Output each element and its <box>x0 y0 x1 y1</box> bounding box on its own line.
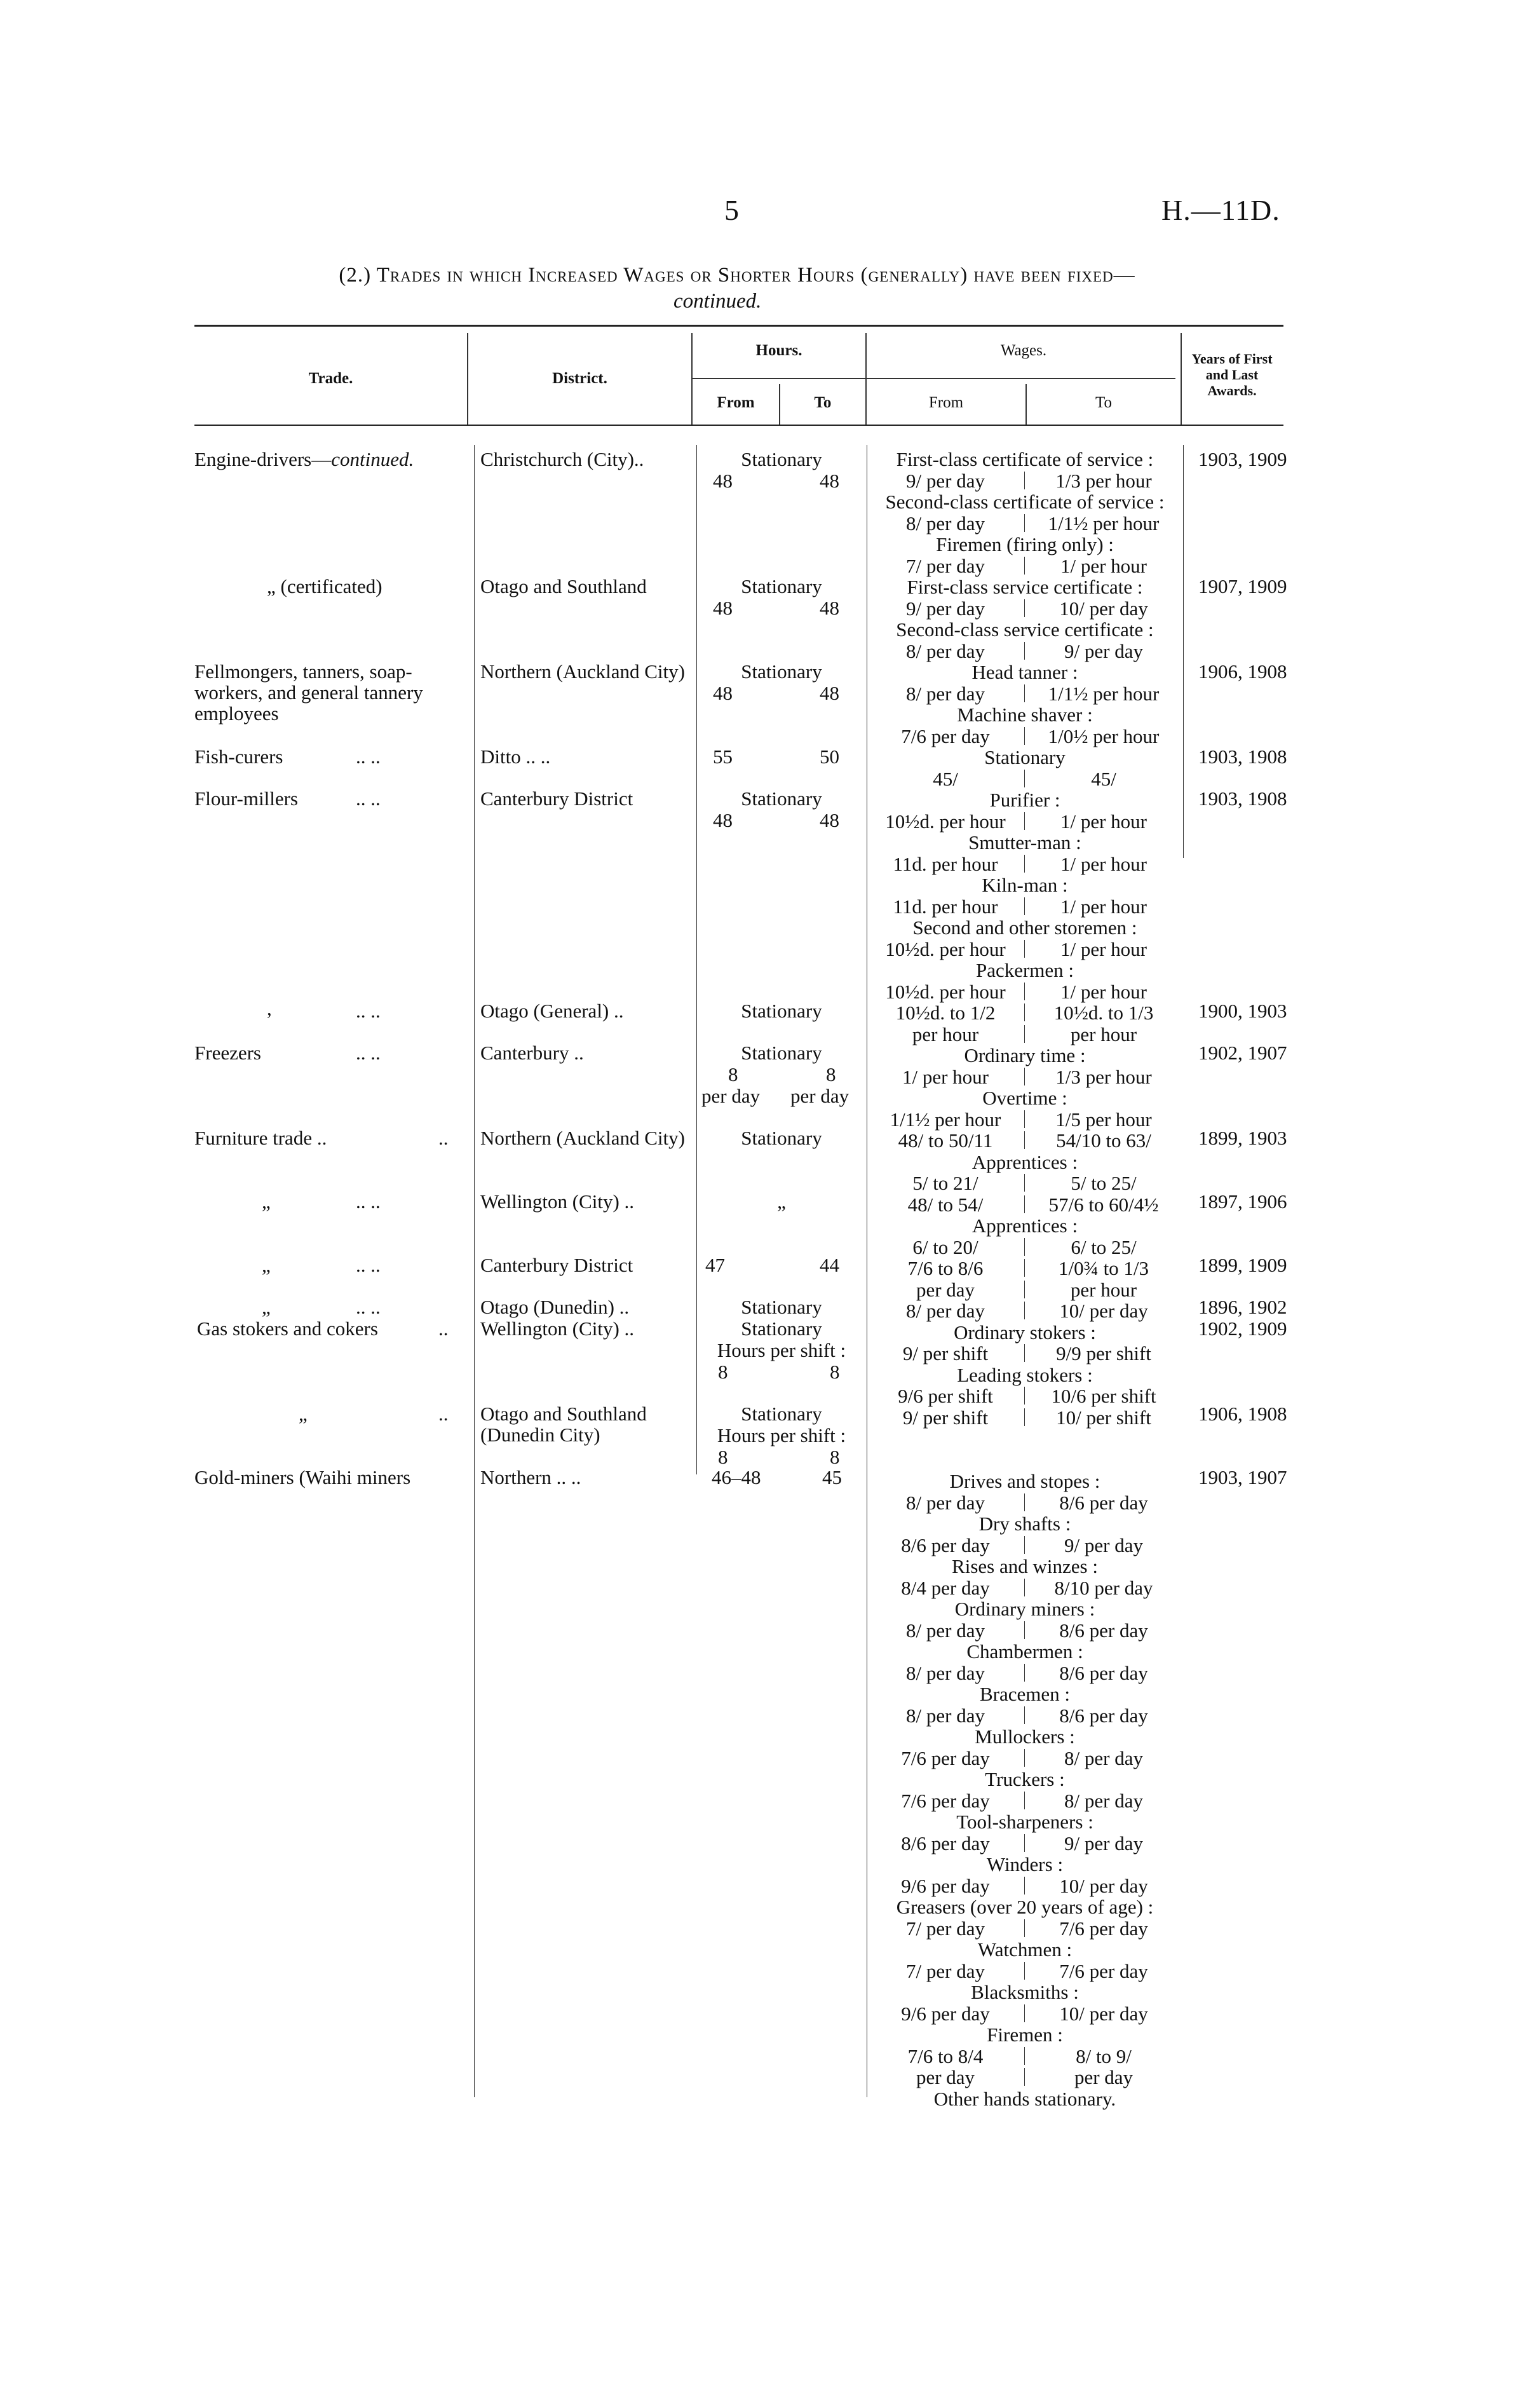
hours-to: 8 <box>830 1446 840 1468</box>
hours-stationary: Stationary <box>741 787 822 810</box>
wage-from: 7/6 per day <box>901 1747 990 1769</box>
wage-divider <box>1024 1195 1025 1213</box>
wage-category: Drives and stopes : <box>949 1470 1100 1492</box>
col-header-wages-from: From <box>928 394 964 411</box>
wage-to: 10/ per day <box>1059 2003 1148 2025</box>
hours-from: 46–48 <box>712 1466 761 1488</box>
wage-divider <box>1024 1579 1025 1596</box>
wage-category: Packermen : <box>975 959 1074 981</box>
wage-to: per day <box>1074 2066 1134 2088</box>
hours-per-shift: Hours per shift : <box>717 1339 846 1361</box>
col-header-hours-from: From <box>717 394 755 411</box>
wage-to: 1/ per hour <box>1060 555 1147 577</box>
wage-from: per day <box>916 2066 975 2088</box>
wage-category: Ordinary stokers : <box>954 1321 1096 1343</box>
wage-divider <box>1024 472 1025 489</box>
district-otago-dunedin: Otago (Dunedin) .. <box>480 1296 630 1318</box>
wage-to: 7/6 per day <box>1059 1917 1148 1940</box>
col-header-hours: Hours. <box>755 342 802 359</box>
wage-from: 8/ per day <box>906 512 985 534</box>
wage-to: 5/ to 25/ <box>1071 1172 1137 1194</box>
wage-divider <box>1024 1792 1025 1809</box>
wage-from: 8/6 per day <box>901 1832 990 1854</box>
hours-from: 48 <box>713 809 733 831</box>
district-northern: Northern .. .. <box>480 1466 581 1488</box>
header-top-rule <box>194 325 1283 327</box>
leader-dots: .. .. <box>356 787 381 810</box>
trade-gas-stokers: Gas stokers and cokers <box>197 1317 378 1340</box>
trade-gold-miners: Gold-miners (Waihi miners <box>194 1466 411 1488</box>
col-rule-wages-years <box>1181 333 1182 425</box>
wage-category: Apprentices : <box>971 1151 1078 1173</box>
hours-to: 48 <box>820 597 839 619</box>
wage-divider <box>1024 727 1025 745</box>
wage-divider <box>1024 599 1025 617</box>
wage-from: 8/ per day <box>906 1619 985 1642</box>
award-years: 1900, 1903 <box>1198 1000 1287 1022</box>
wage-to: 8/6 per day <box>1059 1704 1148 1727</box>
district-otago-southland-dunedin: Otago and Southland (Dunedin City) <box>480 1403 647 1446</box>
trade-ditto-mark: „ <box>262 1190 271 1213</box>
page-number: 5 <box>724 194 739 226</box>
wage-divider <box>1024 1706 1025 1724</box>
wage-category: Chambermen : <box>966 1640 1083 1663</box>
col-header-hours-to: To <box>814 394 832 411</box>
wage-category: Kiln-man : <box>982 874 1068 896</box>
wage-to: 9/ per day <box>1064 1832 1143 1854</box>
wage-category: Bracemen : <box>979 1683 1070 1705</box>
wage-divider <box>1024 1302 1025 1319</box>
wage-to: 1/3 per hour <box>1055 470 1152 492</box>
wage-from: 8/ per day <box>906 640 985 662</box>
district-wellington-city: Wellington (City) .. <box>480 1190 635 1213</box>
col-header-district: District. <box>552 370 607 387</box>
hours-from: 48 <box>713 682 733 704</box>
wage-from: 9/6 per shift <box>898 1385 993 1407</box>
wage-divider <box>1024 1174 1025 1192</box>
wage-divider <box>1024 1259 1025 1277</box>
wage-from: 7/6 to 8/4 <box>907 2045 984 2067</box>
hours-from: 48 <box>713 597 733 619</box>
wage-to: 9/ per day <box>1064 640 1143 662</box>
award-years: 1903, 1908 <box>1198 787 1287 810</box>
hours-stationary: Stationary <box>741 1317 822 1340</box>
leader-dots: .. .. <box>356 1190 381 1213</box>
wage-from: 8/ per day <box>906 683 985 705</box>
col-header-wages-to: To <box>1095 394 1113 411</box>
hours-to: 45 <box>822 1466 842 1488</box>
wage-from: 9/ per day <box>906 470 985 492</box>
wage-divider <box>1024 1238 1025 1256</box>
wage-to: 1/5 per hour <box>1055 1108 1152 1131</box>
wage-to: 1/ per hour <box>1060 981 1147 1003</box>
wage-divider <box>1024 1919 1025 1937</box>
hours-stationary: Stationary <box>741 1042 822 1064</box>
wage-from: 48/ to 50/11 <box>898 1129 993 1152</box>
leader-dots: .. <box>438 1127 449 1149</box>
leader-dots: .. .. <box>356 1296 381 1318</box>
award-years: 1906, 1908 <box>1198 660 1287 683</box>
district-canterbury-district: Canterbury District <box>480 1254 633 1276</box>
wage-from: 10½d. to 1/2 <box>895 1002 996 1024</box>
wage-to: 57/6 to 60/4½ <box>1048 1194 1159 1216</box>
wage-divider <box>1024 1387 1025 1405</box>
wage-to: 10½d. to 1/3 <box>1053 1002 1154 1024</box>
wage-divider <box>1024 1281 1025 1298</box>
award-years: 1902, 1907 <box>1198 1042 1287 1064</box>
wage-to: 45/ <box>1091 768 1116 790</box>
wage-from: 8/ per day <box>906 1704 985 1727</box>
wage-category: First-class service certificate : <box>907 576 1143 598</box>
hours-from-unit: per day <box>701 1085 761 1107</box>
wage-to: 54/10 to 63/ <box>1056 1129 1151 1152</box>
hours-to: 48 <box>820 809 839 831</box>
wage-category: Second-class certificate of service : <box>885 491 1165 513</box>
hours-to: 50 <box>820 745 839 768</box>
wage-from: 7/6 to 8/6 <box>907 1257 984 1279</box>
wage-to: 8/6 per day <box>1059 1492 1148 1514</box>
wage-divider <box>1024 1003 1025 1021</box>
wage-category: Apprentices : <box>971 1214 1078 1237</box>
wage-from: 11d. per hour <box>893 853 998 875</box>
body-rule-years <box>1183 445 1184 858</box>
trade-freezers: Freezers <box>194 1042 261 1064</box>
wage-to: 1/ per hour <box>1060 938 1147 960</box>
wage-from: 45/ <box>933 768 958 790</box>
hours-from: 55 <box>713 745 733 768</box>
wage-category: Firemen (firing only) : <box>936 533 1114 555</box>
wage-to: per hour <box>1070 1279 1137 1301</box>
district-canterbury: Canterbury .. <box>480 1042 584 1064</box>
wage-divider <box>1024 514 1025 532</box>
district-otago-general: Otago (General) .. <box>480 1000 624 1022</box>
wage-category: Watchmen : <box>977 1938 1073 1961</box>
header-bottom-rule <box>194 425 1283 426</box>
hours-from: 8 <box>728 1063 738 1085</box>
wage-from: 9/ per shift <box>902 1406 989 1429</box>
award-years: 1903, 1908 <box>1198 745 1287 768</box>
trade-ditto-mark: , <box>267 997 272 1019</box>
wage-from: 1/ per hour <box>902 1066 989 1088</box>
wage-category: Machine shaver : <box>957 704 1093 726</box>
leader-dots: .. .. <box>356 745 381 768</box>
wage-category: Other hands stationary. <box>933 2088 1116 2110</box>
wage-from: 9/6 per day <box>901 2003 990 2025</box>
wage-divider <box>1024 940 1025 958</box>
wage-category: Truckers : <box>985 1768 1065 1790</box>
leader-dots: .. .. <box>356 1000 381 1022</box>
wage-category: Winders : <box>986 1853 1064 1875</box>
wage-divider <box>1024 2068 1025 2086</box>
wage-from: 7/ per day <box>906 1960 985 1982</box>
leader-dots: .. .. <box>356 1254 381 1276</box>
wage-category: Tool-sharpeners : <box>956 1811 1093 1833</box>
wage-divider <box>1024 983 1025 1000</box>
hours-to: 48 <box>820 682 839 704</box>
wage-to: 1/ per hour <box>1060 810 1147 833</box>
wage-from: 9/6 per day <box>901 1875 990 1897</box>
wage-divider <box>1024 1131 1025 1149</box>
award-years: 1903, 1909 <box>1198 448 1287 470</box>
wage-to: 1/1½ per hour <box>1048 512 1160 534</box>
wage-from: per hour <box>912 1023 979 1045</box>
award-years: 1907, 1909 <box>1198 575 1287 597</box>
wage-category: Leading stokers : <box>957 1364 1093 1386</box>
district-christchurch: Christchurch (City).. <box>480 448 644 470</box>
wage-divider <box>1024 1664 1025 1682</box>
wage-category: Stationary <box>984 746 1066 768</box>
wage-to: 1/3 per hour <box>1055 1066 1152 1088</box>
wage-from: 5/ to 21/ <box>912 1172 978 1194</box>
wage-divider <box>1024 1408 1025 1426</box>
wage-to: 1/ per hour <box>1060 853 1147 875</box>
award-years: 1899, 1903 <box>1198 1127 1287 1149</box>
wage-from: 8/6 per day <box>901 1534 990 1556</box>
leader-dots: .. .. <box>356 1042 381 1064</box>
wage-category: Overtime : <box>982 1087 1067 1109</box>
wage-divider <box>1024 897 1025 915</box>
wage-from: 8/4 per day <box>901 1577 990 1599</box>
award-years: 1899, 1909 <box>1198 1254 1287 1276</box>
trade-ditto-mark: „ <box>299 1403 308 1425</box>
col-header-trade: Trade. <box>308 370 353 387</box>
wage-divider <box>1024 812 1025 830</box>
wage-to: 7/6 per day <box>1059 1960 1148 1982</box>
wage-category: Blacksmiths : <box>971 1981 1079 2003</box>
wage-divider <box>1024 1834 1025 1852</box>
wage-from: 8/ per day <box>906 1300 985 1322</box>
hours-to: 8 <box>830 1361 840 1383</box>
wage-divider <box>1024 1749 1025 1767</box>
wage-divider <box>1024 770 1025 787</box>
wage-from: 10½d. per hour <box>885 810 1006 833</box>
wage-category: Second and other storemen : <box>912 916 1137 939</box>
wage-divider <box>1024 1068 1025 1085</box>
wage-category: Second-class service certificate : <box>896 618 1154 641</box>
col-header-years: Years of First and Last Awards. <box>1191 351 1273 398</box>
wage-to: 10/ per shift <box>1056 1406 1151 1429</box>
wage-divider <box>1024 684 1025 702</box>
hours-wages-subrule <box>693 378 1175 379</box>
wage-to: 1/0¾ to 1/3 <box>1058 1257 1149 1279</box>
hours-from: 48 <box>713 470 733 492</box>
wage-category: Head tanner : <box>971 661 1078 683</box>
award-years: 1903, 1907 <box>1198 1466 1287 1488</box>
hours-from: 8 <box>718 1361 728 1383</box>
wage-to: 6/ to 25/ <box>1071 1236 1137 1258</box>
hours-to-unit: per day <box>790 1085 849 1107</box>
trade-fellmongers: Fellmongers, tanners, soap-workers, and general tannery employees <box>194 660 423 724</box>
wage-from: 10½d. per hour <box>885 981 1006 1003</box>
wage-divider <box>1024 1025 1025 1043</box>
hours-stationary: Stationary <box>741 1000 822 1022</box>
wage-from: 8/ per day <box>906 1492 985 1514</box>
wage-to: 10/ per day <box>1059 1875 1148 1897</box>
leader-dots: .. <box>438 1317 449 1340</box>
wage-to: 8/6 per day <box>1059 1619 1148 1642</box>
wage-to: 8/ per day <box>1064 1790 1143 1812</box>
trade-flour-millers: Flour-millers <box>194 787 298 810</box>
hours-ditto-mark: „ <box>777 1190 786 1213</box>
wage-from: 7/ per day <box>906 555 985 577</box>
wage-to: 1/ per hour <box>1060 895 1147 918</box>
table-title: (2.) Trades in which Increased Wages or Shorter Hours (generally) have been fixed— <box>339 264 1135 287</box>
wage-divider <box>1024 642 1025 660</box>
wage-from: 1/1½ per hour <box>890 1108 1001 1131</box>
hours-stationary: Stationary <box>741 448 822 470</box>
wage-to: 8/10 per day <box>1054 1577 1153 1599</box>
district-wellington-city: Wellington (City) .. <box>480 1317 635 1340</box>
wage-category: Greasers (over 20 years of age) : <box>896 1896 1154 1918</box>
trade-engine-drivers-certificated: „ (certificated) <box>267 575 382 597</box>
wage-to: 9/ per day <box>1064 1534 1143 1556</box>
wage-to: 10/ per day <box>1059 1300 1148 1322</box>
award-years: 1906, 1908 <box>1198 1403 1287 1425</box>
award-years: 1902, 1909 <box>1198 1317 1287 1340</box>
wage-divider <box>1024 1110 1025 1128</box>
hours-stationary: Stationary <box>741 1127 822 1149</box>
wage-divider <box>1024 1493 1025 1511</box>
wage-to: 1/0½ per hour <box>1048 725 1160 747</box>
col-header-wages: Wages. <box>1000 342 1047 359</box>
district-northern-auckland: Northern (Auckland City) <box>480 660 685 683</box>
title-continued: continued. <box>673 290 762 313</box>
wage-from: 7/6 per day <box>901 725 990 747</box>
wage-category: Rises and winzes : <box>952 1555 1098 1577</box>
hours-to: 48 <box>820 470 839 492</box>
district-ditto: Ditto .. .. <box>480 745 551 768</box>
wage-divider <box>1024 1621 1025 1639</box>
award-years: 1897, 1906 <box>1198 1190 1287 1213</box>
wage-from: 11d. per hour <box>893 895 998 918</box>
hours-stationary: Stationary <box>741 575 822 597</box>
hours-per-shift: Hours per shift : <box>717 1424 846 1446</box>
wage-category: Firemen : <box>987 2024 1063 2046</box>
wage-to: 8/ to 9/ <box>1076 2045 1132 2067</box>
trade-engine-drivers: Engine-drivers—continued. <box>194 448 414 470</box>
wage-from: 9/ per shift <box>902 1342 989 1364</box>
wage-category: Dry shafts : <box>978 1513 1071 1535</box>
wage-category: Ordinary miners : <box>954 1598 1095 1620</box>
district-northern-auckland: Northern (Auckland City) <box>480 1127 685 1149</box>
wage-to: 8/ per day <box>1064 1747 1143 1769</box>
wage-from: 9/ per day <box>906 597 985 620</box>
wage-from: 48/ to 54/ <box>907 1194 984 1216</box>
hours-stationary: Stationary <box>741 660 822 683</box>
hours-from: 47 <box>705 1254 725 1276</box>
wage-to: 10/ per day <box>1059 597 1148 620</box>
wage-category: First-class certificate of service : <box>896 448 1154 470</box>
wage-category: Mullockers : <box>975 1725 1075 1748</box>
wage-category: Smutter-man : <box>968 831 1081 854</box>
wage-from: 7/ per day <box>906 1917 985 1940</box>
hours-stationary: Stationary <box>741 1403 822 1425</box>
wage-divider <box>1024 2004 1025 2022</box>
wage-divider <box>1024 1344 1025 1362</box>
trade-furniture: Furniture trade .. <box>194 1127 327 1149</box>
wage-divider <box>1024 1536 1025 1554</box>
wage-from: 6/ to 20/ <box>912 1236 978 1258</box>
wage-category: Purifier : <box>989 789 1060 811</box>
hours-to: 44 <box>820 1254 839 1276</box>
award-years: 1896, 1902 <box>1198 1296 1287 1318</box>
wage-from: 7/6 per day <box>901 1790 990 1812</box>
wage-divider <box>1024 1962 1025 1980</box>
wage-divider <box>1024 557 1025 575</box>
hours-stationary: Stationary <box>741 1296 822 1318</box>
hours-to: 8 <box>826 1063 836 1085</box>
wage-from: 10½d. per hour <box>885 938 1006 960</box>
wage-to: 10/6 per shift <box>1051 1385 1156 1407</box>
hours-from: 8 <box>718 1446 728 1468</box>
wage-to: 9/9 per shift <box>1056 1342 1151 1364</box>
wage-divider <box>1024 855 1025 873</box>
body-rule-district <box>474 445 475 2097</box>
leader-dots: .. <box>438 1403 449 1425</box>
wage-to: per hour <box>1070 1023 1137 1045</box>
trade-ditto-mark: „ <box>262 1254 271 1276</box>
wage-category: Ordinary time : <box>964 1044 1086 1066</box>
wage-to: 8/6 per day <box>1059 1662 1148 1684</box>
trade-ditto-mark: „ <box>262 1296 271 1318</box>
wage-from: 8/ per day <box>906 1662 985 1684</box>
district-canterbury-district: Canterbury District <box>480 787 633 810</box>
district-otago-southland: Otago and Southland <box>480 575 647 597</box>
wage-from: per day <box>916 1279 975 1301</box>
document-reference: H.—11D. <box>1161 194 1280 226</box>
wage-divider <box>1024 2047 1025 2065</box>
wage-divider <box>1024 1877 1025 1894</box>
wage-to: 1/1½ per hour <box>1048 683 1160 705</box>
trade-fish-curers: Fish-curers <box>194 745 283 768</box>
